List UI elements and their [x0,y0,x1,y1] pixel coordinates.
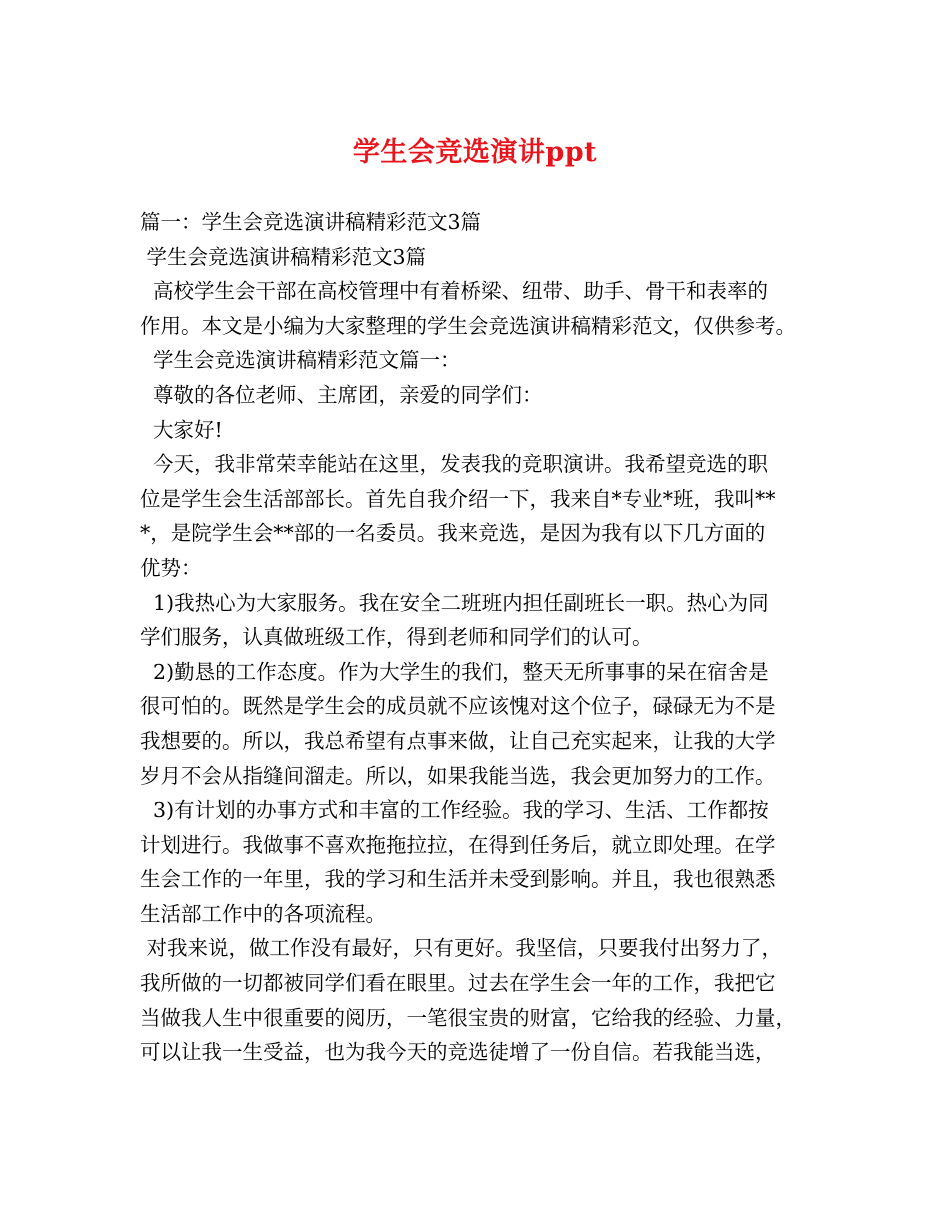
text-line: 对我来说，做工作没有最好，只有更好。我坚信，只要我付出努力了， [140,936,783,961]
text-line: 篇一：学生会竞选演讲稿精彩范文3篇 [140,210,482,234]
text-line: 大家好! [140,417,223,442]
text-line: 我想要的。所以，我总希望有点事来做，让自己充实起来，让我的大学 [140,728,776,753]
text-line: 当做我人生中很重要的阅历，一笔很宝贵的财富，它给我的经验、力量， [140,1005,796,1030]
document-title: 学生会竞选演讲ppt [352,137,598,168]
text-line: 学生会竞选演讲稿精彩范文3篇 [140,244,427,269]
document-body [140,205,830,1070]
text-line: 学们服务，认真做班级工作，得到老师和同学们的认可。 [140,625,653,650]
text-line: 尊敬的各位老师、主席团，亲爱的同学们： [140,382,543,407]
text-line: 3)有计划的办事方式和丰富的工作经验。我的学习、生活、工作都按 [140,798,769,823]
text-line: 我所做的一切都被同学们看在眼里。过去在学生会一年的工作，我把它 [140,971,776,996]
text-line: 计划进行。我做事不喜欢拖拖拉拉，在得到任务后，就立即处理。在学 [140,832,776,857]
text-line: 2)勤恳的工作态度。作为大学生的我们，整天无所事事的呆在宿舍是 [140,659,769,684]
text-line: 可以让我一生受益，也为我今天的竞选徒增了一份自信。若我能当选， [140,1040,776,1065]
text-line: 高校学生会干部在高校管理中有着桥梁、纽带、助手、骨干和表率的 [140,279,769,304]
text-line: 学生会竞选演讲稿精彩范文篇一： [140,348,461,373]
text-line: 今天，我非常荣幸能站在这里，发表我的竞职演讲。我希望竞选的职 [140,452,769,477]
text-line: *，是院学生会**部的一名委员。我来竞选，是因为我有以下几方面的 [140,521,766,546]
text-line: 很可怕的。既然是学生会的成员就不应该愧对这个位子，碌碌无为不是 [140,694,776,719]
text-line: 1)我热心为大家服务。我在安全二班班内担任副班长一职。热心为同 [140,590,769,615]
text-line: 位是学生会生活部部长。首先自我介绍一下，我来自*专业*班，我叫** [140,486,776,511]
text-line: 岁月不会从指缝间溜走。所以，如果我能当选，我会更加努力的工作。 [140,763,776,788]
text-line: 作用。本文是小编为大家整理的学生会竞选演讲稿精彩范文，仅供参考。 [140,313,796,338]
text-line: 生活部工作中的各项流程。 [140,901,386,926]
text-line: 生会工作的一年里，我的学习和生活并未受到影响。并且，我也很熟悉 [140,867,776,892]
text-line: 优势： [140,555,202,580]
